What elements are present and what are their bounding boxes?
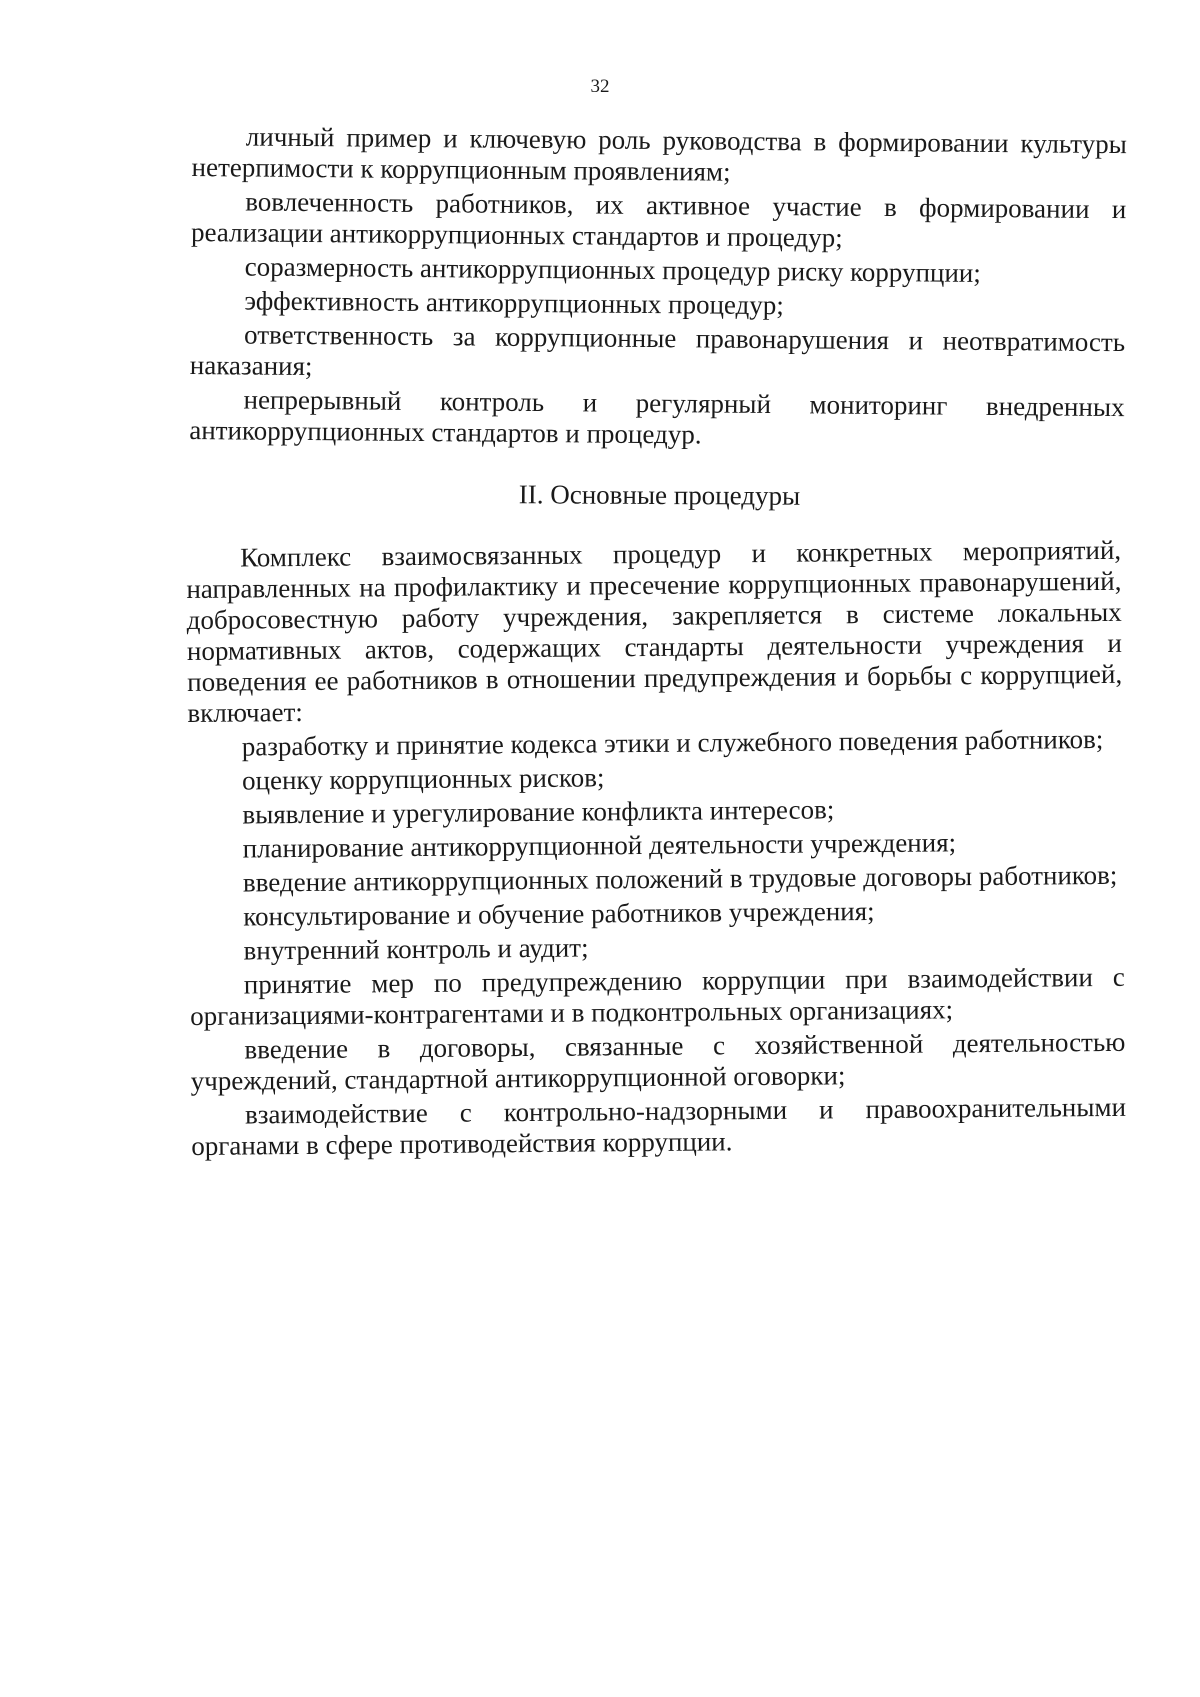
principles-list [189,121,1127,457]
list-item: вовлеченность работников, их активное участие в формировании и реализации антикоррупционных стандартов и процедур; [190,186,1127,253]
procedures-section [186,535,1126,1165]
list-item: разработку и принятие кодекса этики и служебного поведения работников; [241,724,1104,762]
list-item: ответственность за коррупционные правонарушения и неотвратимость наказания; [189,319,1126,382]
list-item: планирование антикоррупционной деятельности учреждения; [242,827,957,864]
list-item: соразмерность антикоррупционных процедур риску коррупции; [244,251,981,288]
list-item: консультирование и обучение работников учреждения; [243,896,875,932]
list-item: непрерывный контроль и регулярный мониторинг внедренных антикоррупционных стандартов и процедур. [189,384,1125,450]
list-item: принятие мер по предупреждению коррупции при взаимодействии с организациями-контрагентами и в подконтрольных организациях; [189,961,1125,1031]
list-item: эффективность антикоррупционных процедур; [244,285,784,321]
section-heading: II. Основные процедуры [518,479,801,511]
list-item: выявление и урегулирование конфликта интересов; [242,794,835,830]
list-item: взаимодействие с контрольно-надзорными и правоохранительными органами в сфере противодействия коррупции. [191,1091,1127,1161]
list-item: внутренний контроль и аудит; [243,932,589,966]
section-heading-container [192,478,1127,514]
list-item: введение в договоры, связанные с хозяйственной деятельностью учреждений, стандартной антикоррупционной оговорки; [190,1026,1126,1096]
page-number: 32 [590,76,610,97]
list-item: введение антикоррупционных положений в трудовые договоры работников; [242,859,1118,898]
section-intro-paragraph: Комплекс взаимосвязанных процедур и конкретных мероприятий, направленных на профилактику и пресечение коррупционных правонарушений, добросовестную работу учреждения, закрепляется в системе локальных нормативных актов, содержащих стандарты деятельности учреждения и поведения ее работников в отношении предупреждения и борьбы с коррупцией, включает: [186,534,1123,728]
list-item: оценку коррупционных рисков; [241,762,605,796]
list-item: личный пример и ключевую роль руководства в формировании культуры нетерпимости к коррупционным проявлениям; [191,121,1127,187]
